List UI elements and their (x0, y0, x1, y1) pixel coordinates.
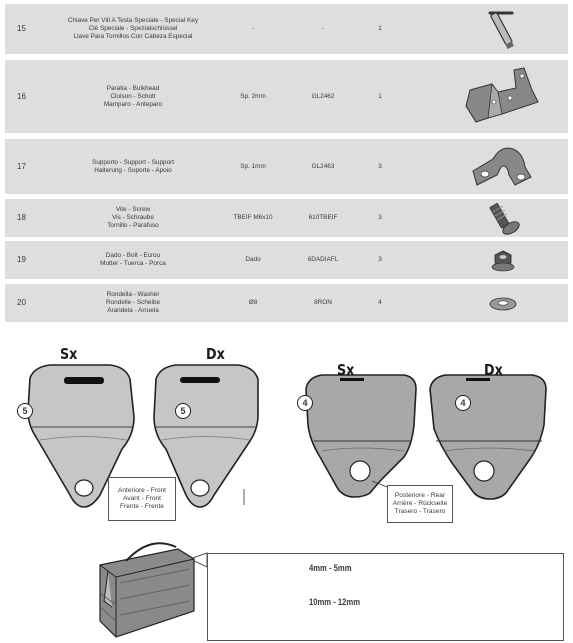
special-key-icon (445, 4, 560, 54)
rear-right-panel (430, 375, 546, 499)
desc-line: Supporto - Support - Support (91, 158, 175, 166)
desc-line: Halterung - Soporte - Apoio (94, 166, 172, 174)
rear-left-label: Sx (337, 361, 355, 379)
table-row (5, 139, 568, 194)
desc-line: Rondelle - Scheibe (106, 299, 160, 306)
table-row (5, 60, 568, 133)
part-spec: TBEIF M6x10 (233, 214, 273, 221)
table-row (5, 284, 568, 322)
wrench-size-label: 10mm - 12mm (309, 597, 361, 607)
part-qty: 1 (378, 25, 382, 32)
part-qty: 3 (378, 214, 382, 221)
callout-badge: 4 (297, 395, 313, 411)
toolbox-icon (100, 543, 194, 637)
rear-left-panel (306, 375, 416, 497)
assembly-diagram (0, 345, 573, 643)
part-qty: 3 (378, 162, 382, 170)
table-row (5, 4, 568, 54)
washer-icon (445, 284, 560, 322)
part-number: 15 (17, 24, 26, 33)
part-number: 18 (17, 213, 26, 222)
part-description (45, 241, 221, 279)
table-row (5, 241, 568, 279)
part-qty: 4 (378, 299, 382, 306)
callout-badge: 5 (175, 403, 191, 419)
desc-line: Cloison - Schott (110, 92, 156, 100)
part-code: GL2462 (311, 92, 335, 100)
desc-line: Mutter - Tuerca - Porca (100, 260, 166, 267)
part-description (45, 4, 221, 54)
rear-right-label: Dx (484, 361, 503, 379)
part-spec: Sp. 2mm (240, 92, 266, 100)
desc-line: Chiave Per Viti A Testa Speciale - Special Key (67, 17, 199, 24)
desc-line: Clé Speciale - Spezialschlüssel (88, 25, 178, 32)
desc-line: Vite - Screw (115, 206, 151, 213)
part-description (45, 60, 221, 133)
part-number: 17 (17, 161, 26, 171)
desc-line: Arandela - Arruela (107, 307, 159, 314)
part-code: 8RON (314, 299, 332, 306)
note-line: Anteriore - Front (117, 487, 166, 494)
front-left-label: Sx (60, 345, 78, 363)
part-code: 6DADIAFL (307, 256, 339, 263)
bulkhead-plate-icon (445, 60, 560, 133)
part-code: - (321, 25, 325, 32)
note-line: Posteriore - Rear (394, 492, 446, 499)
callout-badge: 4 (455, 395, 471, 411)
screw-icon (445, 199, 560, 237)
part-number: 20 (17, 298, 26, 307)
part-description (45, 199, 221, 237)
tools-box (207, 553, 564, 641)
desc-line: Llave Para Tornillos Con Cabeza Especial (73, 33, 193, 40)
allen-size-label: 4mm - 5mm (309, 563, 352, 573)
front-note (108, 477, 176, 521)
part-spec: Ø8 (248, 299, 258, 306)
part-qty: 1 (378, 92, 382, 100)
desc-line: Rondella - Washer (106, 291, 160, 298)
part-qty: 3 (378, 256, 382, 263)
support-bracket-icon (445, 139, 560, 194)
part-spec: Dado (245, 256, 261, 263)
callout-badge: 5 (17, 403, 33, 419)
desc-line: Dado - Bolt - Ecrou (105, 252, 161, 259)
part-description (45, 284, 221, 322)
desc-line: Tornillo - Parafuso (107, 222, 159, 229)
note-line: Arrière - Rückseite (392, 500, 448, 507)
table-row (5, 199, 568, 237)
note-line: Trasero - Trasero (394, 508, 446, 515)
note-line: Avant - Front (123, 495, 161, 502)
part-spec: Sp. 1mm (240, 162, 266, 170)
front-right-label: Dx (206, 345, 225, 363)
desc-line: Paratia - Bulkhead (106, 84, 160, 92)
part-number: 19 (17, 255, 26, 264)
part-code: GL2463 (311, 162, 335, 170)
rear-note (387, 485, 453, 523)
part-spec: - (251, 25, 255, 32)
nut-icon (445, 241, 560, 279)
part-description (45, 139, 221, 194)
desc-line: Vis - Schraube (112, 214, 154, 221)
note-line: Frente - Frente (120, 503, 164, 510)
desc-line: Mamparo - Anteparo (103, 100, 163, 108)
part-code: 610TBEIF (308, 214, 338, 221)
part-number: 16 (17, 91, 26, 101)
